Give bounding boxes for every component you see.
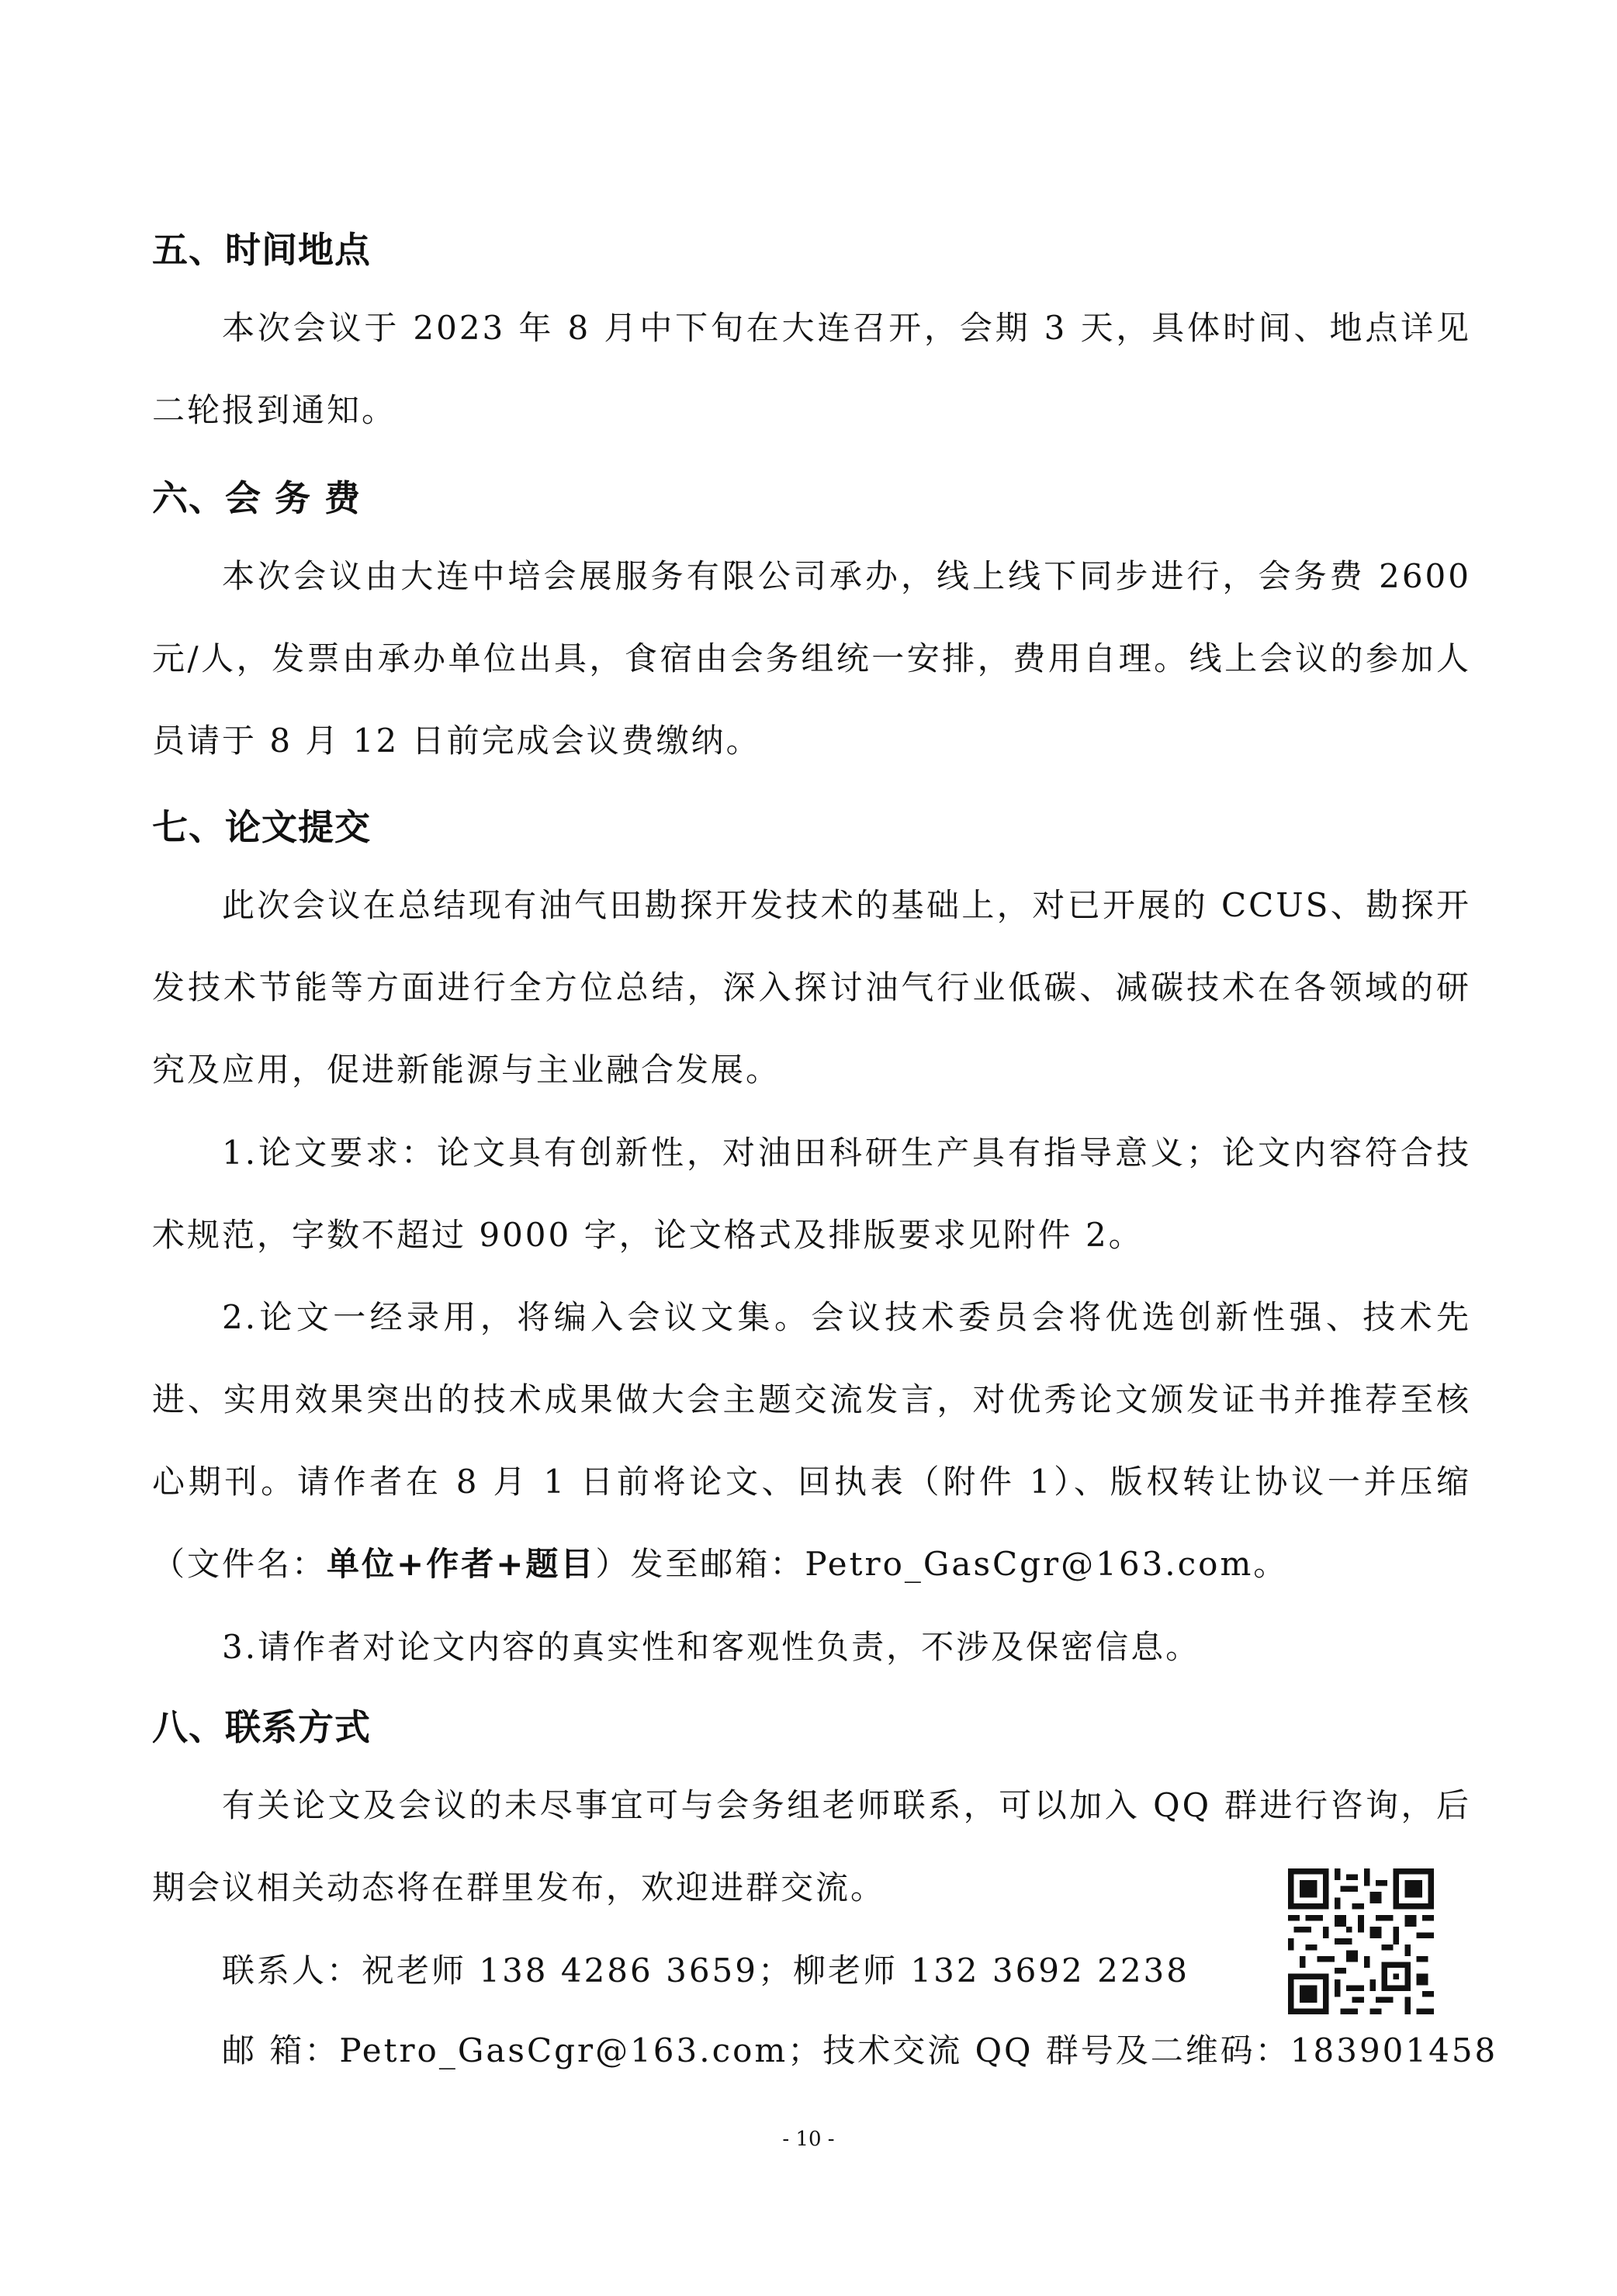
file-name-format: 单位+作者+题目 bbox=[327, 1545, 596, 1583]
time-place-paragraph: 本次会议于 2023 年 8 月中下旬在大连召开，会期 3 天，具体时间、地点详见二轮报到通知。 bbox=[152, 309, 1471, 429]
section-heading-contact: 八、联系方式 bbox=[152, 1706, 371, 1748]
papers-item-1: 1.论文要求：论文具有创新性，对油田科研生产具有指导意义；论文内容符合技术规范，字数不超过 9000 字，论文格式及排版要求见附件 2。 bbox=[152, 1134, 1471, 1254]
page-number: - 10 - bbox=[782, 2128, 835, 2151]
papers-item-2 bbox=[152, 1276, 1471, 1605]
contact-paragraph: 有关论文及会议的未尽事宜可与会务组老师联系，可以加入 QQ 群进行咨询，后期会议相关动态将在群里发布，欢迎进群交流。 bbox=[152, 1786, 1471, 1906]
papers-intro-paragraph: 此次会议在总结现有油气田勘探开发技术的基础上，对已开展的 CCUS、勘探开发技术节能等方面进行全方位总结，深入探讨油气行业低碳、减碳技术在各领域的研究及应用，促进新能源与主业融合发展。 bbox=[152, 886, 1471, 1089]
section-heading-papers: 七、论文提交 bbox=[152, 806, 371, 848]
papers-item-2-text: 2.论文一经录用，将编入会议文集。会议技术委员会将优选创新性强、技术先进、实用效果突出的技术成果做大会主题交流发言，对优秀论文颁发证书并推荐至核心期刊。请作者在 8 月 1 日前将论文、回执表（附件 1）、版权转让协议一并压缩（文件名： bbox=[152, 1298, 1471, 1583]
papers-item-3: 3.请作者对论文内容的真实性和客观性负责，不涉及保密信息。 bbox=[222, 1628, 1201, 1666]
contact-email-qq: 邮 箱：Petro_GasCgr@163.com；技术交流 QQ 群号及二维码：183901458 bbox=[222, 2031, 1498, 2069]
qq-group-qr-code-icon bbox=[1288, 1868, 1434, 2014]
contact-persons: 联系人：祝老师 138 4286 3659；柳老师 132 3692 2238 bbox=[222, 1951, 1189, 1990]
fee-paragraph: 本次会议由大连中培会展服务有限公司承办，线上线下同步进行，会务费 2600 元/人，发票由承办单位出具，食宿由会务组统一安排，费用自理。线上会议的参加人员请于 8 月 12 日前完成会议费缴纳。 bbox=[152, 557, 1471, 760]
section-heading-time-place: 五、时间地点 bbox=[152, 229, 371, 271]
section-heading-fee: 六、会 务 费 bbox=[152, 477, 362, 519]
papers-item-2-email: ）发至邮箱：Petro_GasCgr@163.com。 bbox=[595, 1545, 1289, 1583]
